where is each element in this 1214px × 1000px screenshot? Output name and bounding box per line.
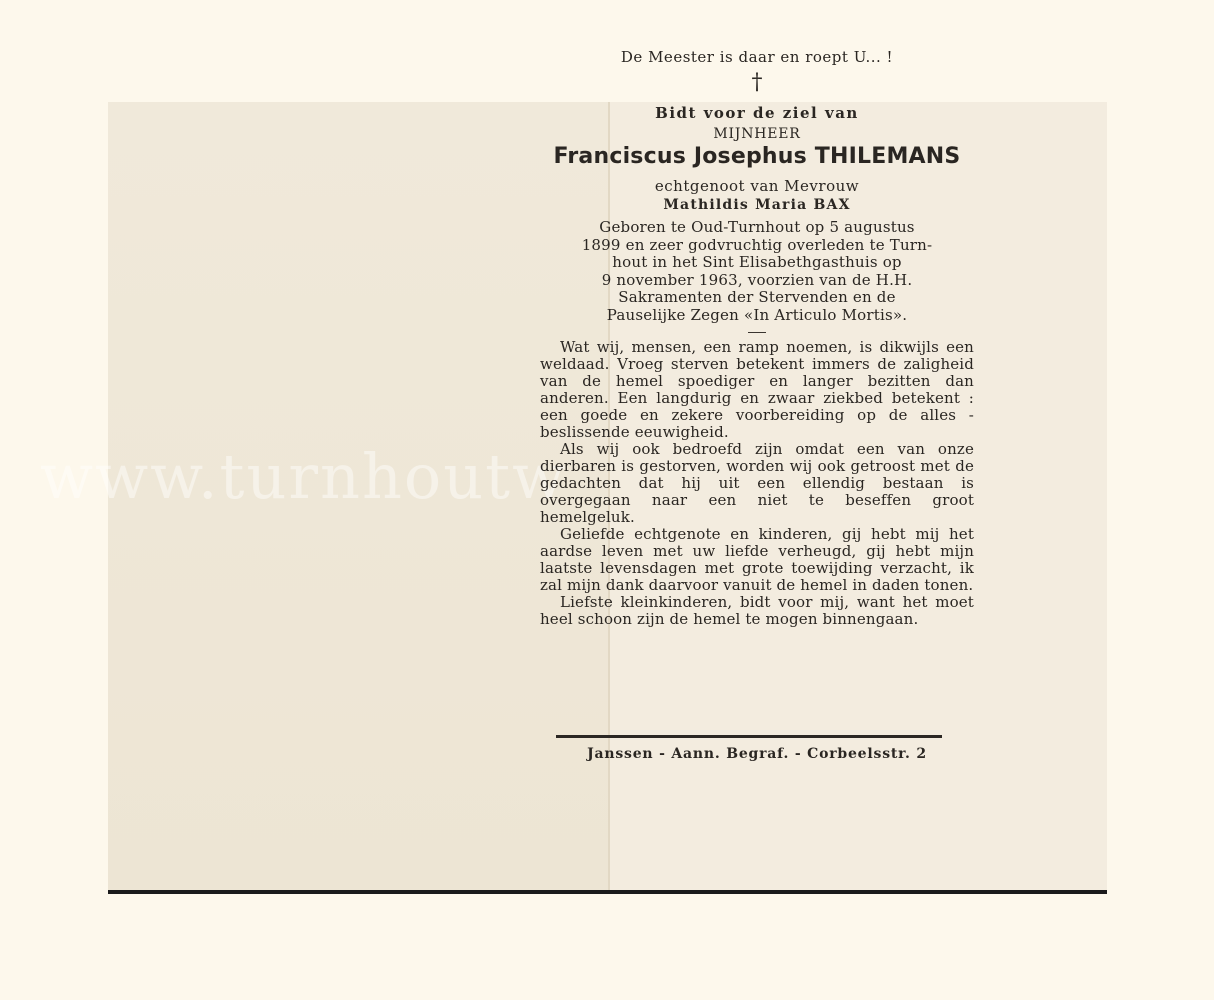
paragraph xyxy=(540,526,974,594)
bio-line: Pauselijke Zegen «In Articulo Mortis». xyxy=(606,305,908,324)
paragraph xyxy=(540,441,974,526)
pray-line: Bidt voor de ziel van xyxy=(655,104,859,122)
card-left-panel xyxy=(108,102,608,890)
bio-line: Geboren te Oud-Turnhout op 5 augustus xyxy=(599,218,915,236)
card-content xyxy=(540,48,974,628)
bio-line: 9 november 1963, voorzien van de H.H. xyxy=(601,270,913,289)
printer-credit: Janssen - Aann. Begraf. - Corbeelsstr. 2 xyxy=(587,746,927,762)
cross-icon: † xyxy=(751,70,763,95)
paragraph-text: Als wij ook bedroefd zijn omdat een van onze dierbaren is gestorven, worden wij ook getroost met de gedachten dat hij uit een ellendig bestaan is overgegaan naar een niet te beseffen groot hemelgeluk. xyxy=(540,440,974,526)
paragraph xyxy=(540,594,974,628)
separator-dash xyxy=(748,332,766,333)
spouse-name: Mathildis Maria BAX xyxy=(663,197,851,213)
paragraph-text: Geliefde echtgenote en kinderen, gij hebt mij het aardse leven met uw liefde verheugd, gij hebt mijn laatste levensdagen met grote toewijding verzacht, ik zal mijn dank daarvoor vanuit de hemel in daden tonen. xyxy=(540,525,974,594)
paragraph xyxy=(540,339,974,441)
bio-line: Sakramenten der Stervenden en de xyxy=(618,288,896,306)
spouse-intro: echtgenoot van Mevrouw xyxy=(654,177,860,195)
bio-line: 1899 en zeer godvruchtig overleden te Turn- xyxy=(581,235,933,254)
paragraph-text: Liefste kleinkinderen, bidt voor mij, want het moet heel schoon zijn de hemel te mogen binnengaan. xyxy=(540,593,974,628)
motto: De Meester is daar en roept U... ! xyxy=(620,48,894,66)
title-mijnheer: MIJNHEER xyxy=(713,126,801,142)
deceased-name: Franciscus Josephus THILEMANS xyxy=(553,144,961,169)
biography xyxy=(540,219,974,324)
footer-rule xyxy=(556,735,942,738)
watermark: www.turnhoutw xyxy=(40,440,568,513)
bio-line: hout in het Sint Elisabethgasthuis op xyxy=(612,253,902,271)
paragraph-text: Wat wij, mensen, een ramp noemen, is dikwijls een weldaad. Vroeg sterven betekent immers de zaligheid van de hemel spoediger en langer bezitten dan anderen. Een langdurig en zwaar ziekbed betekent : een goede en zekere voorbereiding op de alles - beslissende eeuwigheid. xyxy=(540,338,974,441)
